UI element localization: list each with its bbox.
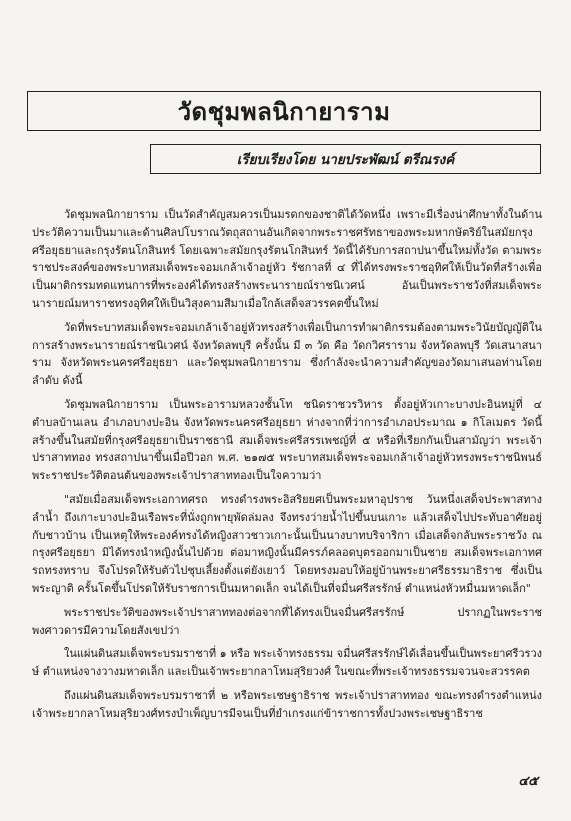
- paragraph: วัดที่พระบาทสมเด็จพระจอมเกล้าเจ้าอยู่หัวทรงสร้างเพื่อเป็นการทำผาติกรรมต้องตามพระวินัยบัญญัติในการสร้างพระนารายณ์ราชนิเวศน์ จังหวัดลพบุรี ครั้งนั้น มี ๓ วัด คือ วัดกวิศราราม จังหวัดลพบุรี วัดเสนาสนาราม จังหวัดพระนครศรีอยุธยา และวัดชุมพลนิกายาราม ซึ่งกำลังจะนำความสำคัญของวัดมาเสนอท่านโดยลำดับ ดังนี้: [32, 320, 542, 388]
- page-number: ๔๕: [518, 774, 538, 789]
- author-line: เรียบเรียงโดย นายประพัฒน์ ตรีณรงค์: [236, 152, 455, 168]
- title-box: [27, 91, 541, 131]
- paragraph: ถึงแผ่นดินสมเด็จพระบรมราชาที่ ๒ หรือพระเชษฐาธิราช พระเจ้าปราสาททอง ขณะทรงดำรงตำแหน่งเจ้าพระยากลาโหมสุริยวงศ์ทรงบำเพ็ญบารมีจนเป็นที่ยำเกรงแก่ข้าราชการทั้งปวงพระเชษฐาธิราช: [32, 688, 542, 720]
- author-box: [150, 144, 541, 174]
- page-title: วัดชุมพลนิกายาราม: [177, 96, 391, 126]
- article-body: [32, 206, 542, 729]
- paragraph: วัดชุมพลนิกายาราม เป็นวัดสำคัญสมควรเป็นมรดกของชาติได้วัดหนึ่ง เพราะมีเรื่องน่าศึกษาทั้งในด้านประวัติความเป็นมาและด้านศิลปโบราณวัตถุสถานอันเกิดจากพระราชศรัทธาของพระมหากษัตริย์ในสมัยกรุงศรีอยุธยาและกรุงรัตนโกสินทร์ โดยเฉพาะสมัยกรุงรัตนโกสินทร์ วัดนี้ได้รับการสถาปนาขึ้นใหม่ทั้งวัด ตามพระราชประสงค์ของพระบาทสมเด็จพระจอมเกล้าเจ้าอยู่หัว รัชกาลที่ ๔ ที่ได้ทรงพระราชอุทิศให้เป็นวัดที่สร้างเพื่อเป็นผาติกรรมทดแทนการที่พระองค์ได้ทรงสร้างพระนารายณ์ราชนิเวศน์ อันเป็นพระราชวังที่สมเด็จพระนารายณ์มหาราชทรงอุทิศให้เป็นวิสุงคามสีมาเมื่อใกล้เสด็จสวรรคตขึ้นใหม่: [32, 208, 542, 310]
- paragraph: ในแผ่นดินสมเด็จพระบรมราชาที่ ๑ หรือ พระเจ้าทรงธรรม จมื่นศรีสรรักษ์ได้เลื่อนขึ้นเป็นพระยาศรีวรวงษ์ ตำแหน่งจางวางมหาดเล็ก และเป็นเจ้าพระยากลาโหมสุริยวงศ์ ในขณะที่พระเจ้าทรงธรรมจวนจะสวรรคต: [32, 647, 542, 679]
- paragraph: พระราชประวัติของพระเจ้าปราสาททองต่อจากที่ได้ทรงเป็นจมื่นศรีสรรักษ์ ปรากฏในพระราชพงศาวดารมีความโดยสังเขปว่า: [32, 605, 542, 637]
- paragraph: วัดชุมพลนิกายาราม เป็นพระอารามหลวงชั้นโท ชนิดราชวรวิหาร ตั้งอยู่หัวเกาะบางปะอินหมู่ที่ ๔ ตำบลบ้านเลน อำเภอบางปะอิน จังหวัดพระนครศรีอยุธยา ห่างจากที่ว่าการอำเภอประมาณ ๑ กิโลเมตร วัดนี้สร้างขึ้นในสมัยที่กรุงศรีอยุธยาเป็นราชธานี สมเด็จพระศรีสรรเพชญ์ที่ ๕ หรือที่เรียกกันเป็นสามัญว่า พระเจ้าปราสาททอง ทรงสถาปนาขึ้นเมื่อปีวอก พ.ศ. ๒๑๗๕ พระบาทสมเด็จพระจอมเกล้าเจ้าอยู่หัวทรงพระราชนิพนธ์พระราชประวัติตอนต้นของพระเจ้าปราสาททองเป็นใจความว่า: [32, 397, 542, 483]
- quoted-paragraph: "สมัยเมื่อสมเด็จพระเอกาทศรถ ทรงดำรงพระอิสริยยศเป็นพระมหาอุปราช วันหนึ่งเสด็จประพาสทางลำน้ำ ถึงเกาะบางปะอินเรือพระที่นั่งถูกพายุพัดล่มลง จึงทรงว่ายน้ำไปขึ้นบนเกาะ แล้วเสด็จไปประทับอาศัยอยู่กับชาวบ้าน เป็นเหตุให้พระองค์ทรงได้หญิงสาวชาวเกาะนั้นเป็นนางบาทบริจาริกา เมื่อเสด็จกลับพระราชวัง ณ กรุงศรีอยุธยา มิได้ทรงนำหญิงนั้นไปด้วย ต่อมาหญิงนั้นมีครรภ์คลอดบุตรออกมาเป็นชาย สมเด็จพระเอกาทศรถทรงทราบ จึงโปรดให้รับตัวไปชุบเลี้ยงตั้งแต่ยังเยาว์ โดยทรงมอบให้อยู่บ้านพระยาศรีธรรมาธิราช ซึ่งเป็นพระญาติ ครั้นโตขึ้นโปรดให้รับราชการเป็นมหาดเล็ก จนได้เป็นที่จมื่นศรีสรรักษ์ ตำแหน่งหัวหมื่นมหาดเล็ก": [32, 492, 542, 595]
